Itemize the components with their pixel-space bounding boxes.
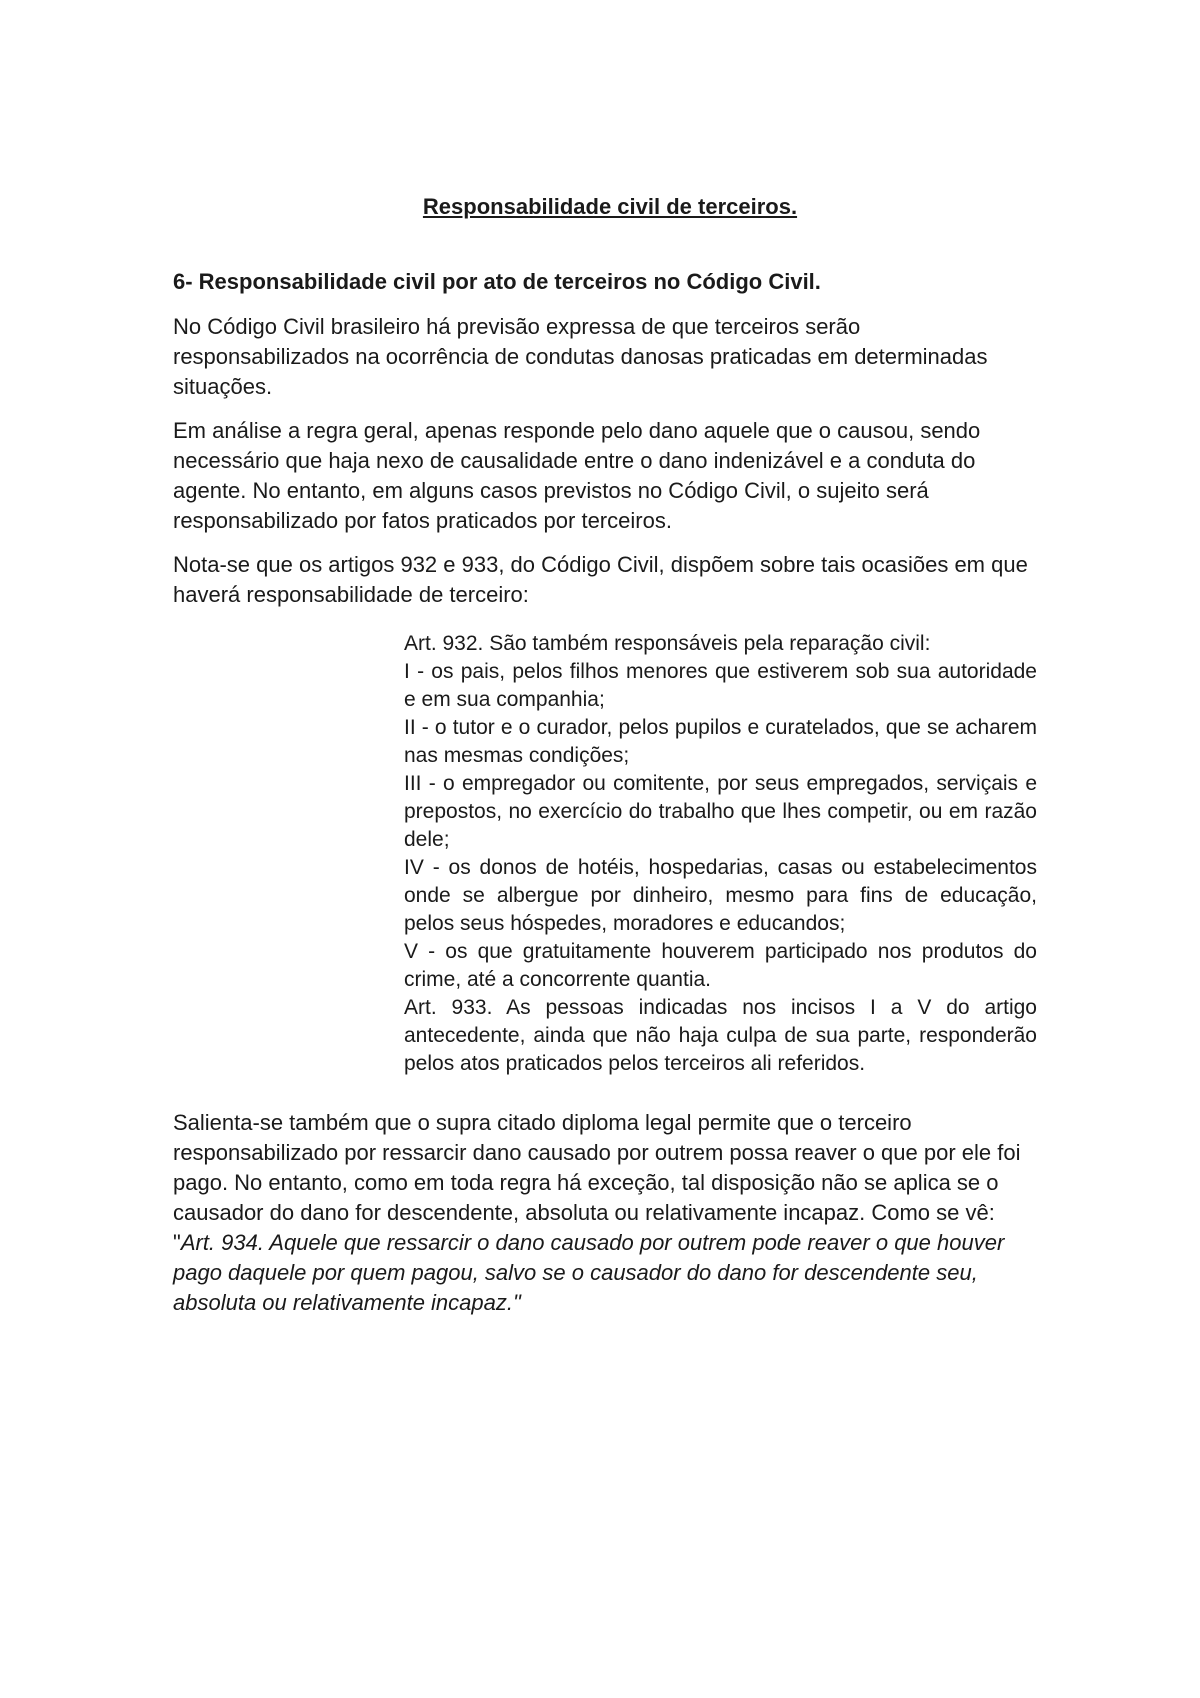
art-932-item-iv: IV - os donos de hotéis, hospedarias, casas ou estabelecimentos onde se albergue por dinheiro, mesmo para fins de educação, pelos seus hóspedes, moradores e educandos; xyxy=(404,856,1037,935)
art-934-quote: Art. 934. Aquele que ressarcir o dano causado por outrem pode reaver o que houver pago daquele por quem pagou, salvo se o causador do dano for descendente seu, absoluta ou relativamente incapaz. xyxy=(173,1230,1005,1315)
document-body xyxy=(173,268,1037,1332)
art-932-item-ii: II - o tutor e o curador, pelos pupilos e curatelados, que se acharem nas mesmas condições; xyxy=(404,716,1037,767)
art-933-text: Art. 933. As pessoas indicadas nos incisos I a V do artigo antecedente, ainda que não haja culpa de sua parte, responderão pelos atos praticados pelos terceiros ali referidos. xyxy=(404,996,1037,1075)
document-title: Responsabilidade civil de terceiros. xyxy=(422,194,798,219)
art-932-item-i: I - os pais, pelos filhos menores que estiverem sob sua autoridade e em sua companhia; xyxy=(404,660,1037,711)
closing-paragraph-text: Salienta-se também que o supra citado diploma legal permite que o terceiro responsabilizado por ressarcir dano causado por outrem possa reaver o que por ele foi pago. No entanto, como em toda regra há exceção, tal disposição não se aplica se o causador do dano for descendente, absoluta ou relativamente incapaz. Como se vê: " xyxy=(173,1110,1021,1255)
paragraph-2: Em análise a regra geral, apenas responde pelo dano aquele que o causou, sendo necessário que haja nexo de causalidade entre o dano indenizável e a conduta do agente. No entanto, em alguns casos previstos no Código Civil, o sujeito será responsabilizado por fatos praticados por terceiros. xyxy=(173,418,981,533)
art-932-item-iii: III - o empregador ou comitente, por seus empregados, serviçais e prepostos, no exercício do trabalho que lhes competir, ou em razão dele; xyxy=(404,772,1037,851)
closing-paragraph xyxy=(173,1108,1037,1318)
art-932-item-v: V - os que gratuitamente houverem participado nos produtos do crime, até a concorrente quantia. xyxy=(404,940,1037,991)
paragraph-1: No Código Civil brasileiro há previsão expressa de que terceiros serão responsabilizados na ocorrência de condutas danosas praticadas em determinadas situações. xyxy=(173,314,988,399)
closing-quote-mark: " xyxy=(513,1290,521,1315)
paragraph-3: Nota-se que os artigos 932 e 933, do Código Civil, dispõem sobre tais ocasiões em que haverá responsabilidade de terceiro: xyxy=(173,552,1028,607)
legal-quote-block xyxy=(404,630,1037,1078)
section-heading: 6- Responsabilidade civil por ato de terceiros no Código Civil. xyxy=(173,269,821,294)
art-932-heading: Art. 932. São também responsáveis pela reparação civil: xyxy=(404,632,931,655)
